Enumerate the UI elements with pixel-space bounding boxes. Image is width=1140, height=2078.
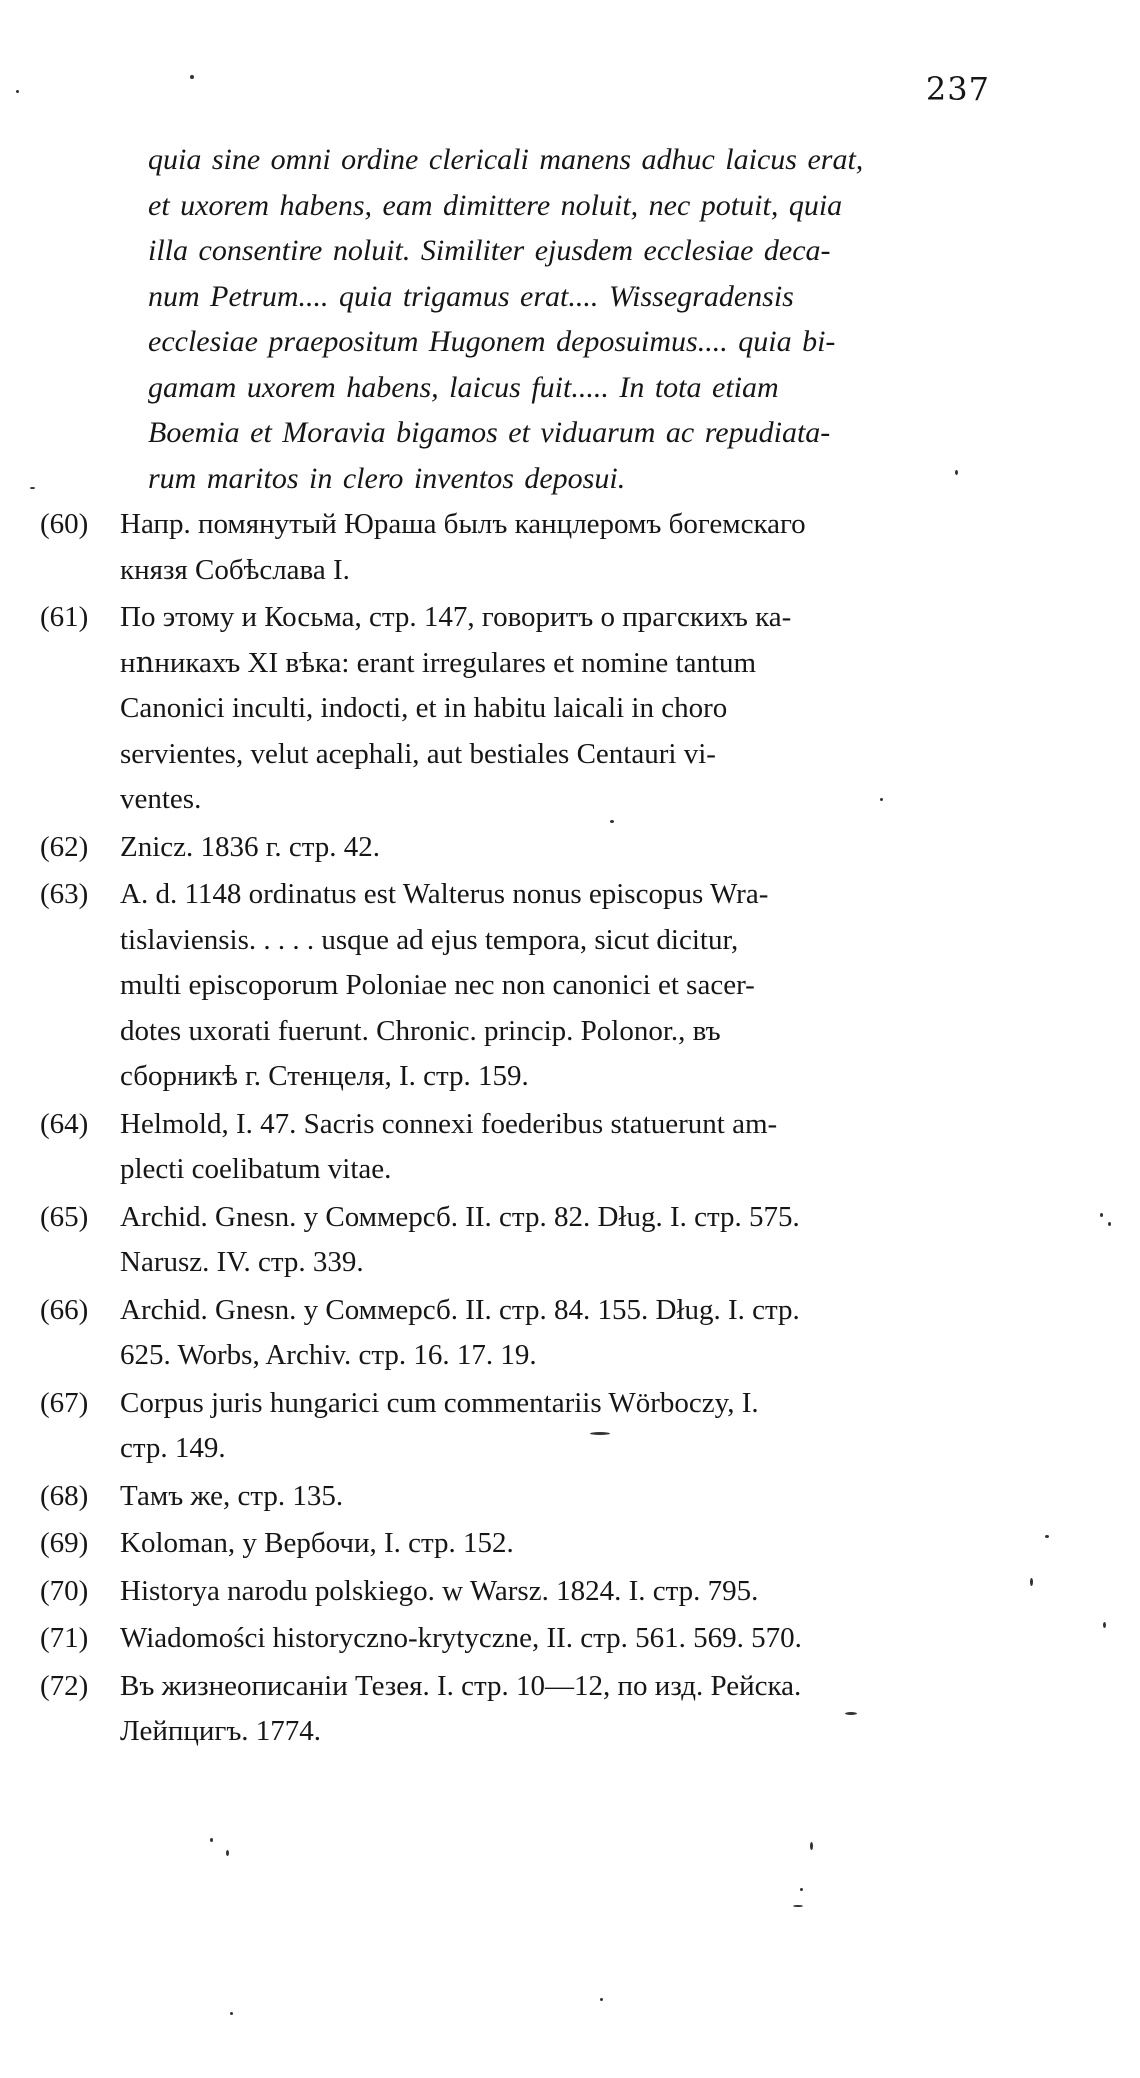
footnote-line: multi episcoporum Poloniae nec non canonici et sacer- — [120, 969, 755, 1001]
footnote — [40, 1569, 1000, 1615]
footnote-number: (65) — [40, 1200, 89, 1233]
footnote-line: A. d. 1148 ordinatus est Walterus nonus episcopus Wra- — [120, 878, 769, 910]
quote-line: num Petrum.... quia trigamus erat.... Wissegradensis — [148, 279, 794, 313]
scan-speck — [190, 75, 194, 79]
footnote-number: (66) — [40, 1293, 89, 1326]
quote-line: illa consentire noluit. Similiter ejusdem ecclesiae deca- — [148, 234, 831, 267]
footnote-line: сборникѣ г. Стенцеля, I. стр. 159. — [120, 1060, 529, 1092]
quote-line: Boemia et Moravia bigamos et viduarum ac repudiata- — [148, 416, 831, 449]
scan-speck — [226, 1850, 229, 1856]
scan-speck — [210, 1838, 213, 1842]
footnote-number: (70) — [40, 1574, 89, 1607]
footnote-line: Historya narodu polskiego. w Warsz. 1824. I. стр. 795. — [120, 1574, 759, 1607]
footnote-line: Koloman, у Вербочи, I. стр. 152. — [120, 1527, 514, 1559]
scan-speck — [610, 820, 614, 823]
footnote-line: Canonici inculti, indocti, et in habitu laicali in choro — [120, 692, 728, 724]
footnote-line: Wiadomości historyczno-krytyczne, II. стр. 561. 569. 570. — [120, 1622, 802, 1654]
scan-speck — [590, 1432, 610, 1435]
footnote-line: Напр. помянутый Юраша былъ канцлеромъ богемскаго — [120, 508, 806, 540]
footnote — [40, 1521, 1000, 1567]
footnote-line: Archid. Gnesn. у Соммерсб. II. стр. 84. 155. Dług. I. стр. — [120, 1293, 800, 1326]
page-number: 237 — [925, 70, 990, 108]
footnote-number: (67) — [40, 1386, 89, 1419]
scan-speck — [1100, 1213, 1103, 1217]
scan-speck — [30, 487, 35, 489]
quote-line: et uxorem habens, eam dimittere noluit, nec potuit, quia — [148, 188, 843, 222]
footnote-line: Тамъ же, стр. 135. — [120, 1479, 344, 1512]
scan-speck — [230, 2012, 233, 2015]
quote-line: quia sine omni ordine clericali manens adhuc laicus erat, — [148, 143, 864, 176]
footnote — [40, 1288, 1000, 1379]
footnote-line: dotes uxorati fuerunt. Chronic. princip. Polonor., въ — [120, 1014, 721, 1047]
footnote-line: стр. 149. — [120, 1432, 226, 1464]
footnote-number: (68) — [40, 1479, 89, 1512]
footnote — [40, 1474, 1000, 1520]
footnote — [40, 1381, 1000, 1472]
scan-speck — [16, 90, 19, 93]
footnote-line: servientes, velut acephali, aut bestiales Centauri vi- — [120, 737, 716, 770]
footnote-line: нոникахъ XI вѣка: erant irregulares et nomine tantum — [120, 646, 757, 679]
footnote-line: plecti coelibatum vitae. — [120, 1153, 392, 1185]
footnote-line: Znicz. 1836 г. стр. 42. — [120, 830, 381, 863]
quote-line: gamam uxorem habens, laicus fuit..... In tota etiam — [148, 370, 779, 404]
scan-speck — [880, 798, 883, 801]
footnote-number: (72) — [40, 1669, 89, 1702]
footnote-line: tislaviensis. . . . . usque ad ejus tempora, sicut dicitur, — [120, 923, 739, 956]
scan-speck — [955, 470, 958, 475]
quote-line: rum maritos in clero inventos deposui. — [148, 461, 626, 495]
footnote-line: По этому и Косьма, стр. 147, говоритъ о прагскихъ ка- — [120, 601, 792, 633]
footnote-line: ventes. — [120, 783, 202, 815]
footnote-line: Corpus juris hungarici cum commentariis Wörboczy, I. — [120, 1386, 759, 1419]
footnote — [40, 872, 1000, 1100]
scan-speck — [600, 1998, 603, 2001]
footnote — [40, 502, 1000, 593]
scan-speck — [1030, 1578, 1033, 1586]
footnote — [40, 1664, 1000, 1755]
footnotes — [40, 502, 1000, 1757]
footnote — [40, 1616, 1000, 1662]
footnote-number: (69) — [40, 1527, 89, 1559]
footnote-number: (63) — [40, 878, 89, 910]
scan-speck — [793, 1905, 803, 1907]
footnote-line: 625. Worbs, Archiv. стр. 16. 17. 19. — [120, 1339, 537, 1371]
scan-speck — [845, 1712, 857, 1715]
latin-quotation — [148, 137, 996, 501]
footnote — [40, 825, 1000, 871]
footnote-line: Helmold, I. 47. Sacris connexi foederibus statuerunt am- — [120, 1107, 778, 1140]
scan-speck — [800, 1888, 803, 1891]
footnote-line: Лейпцигъ. 1774. — [120, 1715, 322, 1747]
scan-speck — [1108, 1222, 1111, 1226]
scan-speck — [810, 1842, 813, 1850]
footnote-line: Въ жизнеописаніи Тезея. I. стр. 10—12, по изд. Рейска. — [120, 1669, 802, 1702]
footnote-number: (61) — [40, 601, 89, 633]
footnote — [40, 1195, 1000, 1286]
footnote-number: (62) — [40, 830, 89, 863]
footnote-line: Narusz. IV. стр. 339. — [120, 1246, 364, 1278]
footnote-number: (64) — [40, 1107, 89, 1140]
quote-line: ecclesiae praepositum Hugonem deposuimus.... quia bi- — [148, 325, 836, 358]
footnote — [40, 1102, 1000, 1193]
footnote-line: князя Собѣслава I. — [120, 553, 350, 586]
footnote-line: Archid. Gnesn. у Соммерсб. II. стр. 82. Dług. I. стр. 575. — [120, 1200, 800, 1233]
scan-speck — [1045, 1535, 1049, 1538]
scan-speck — [1103, 1622, 1106, 1628]
footnote — [40, 595, 1000, 823]
footnote-number: (71) — [40, 1622, 89, 1654]
footnote-number: (60) — [40, 508, 89, 540]
